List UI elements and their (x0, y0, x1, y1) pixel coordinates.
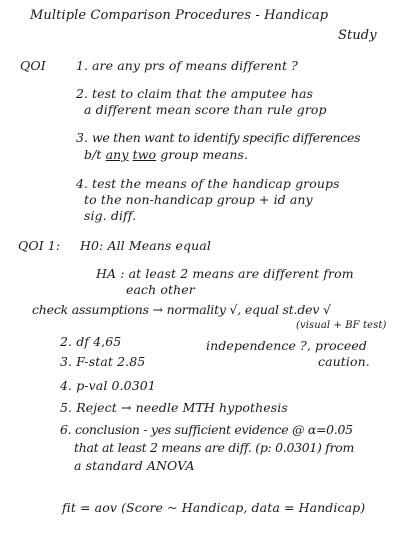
alt-hypothesis-continued: each other (126, 282, 195, 297)
question-4-text: test the means of the handicap groups (92, 176, 340, 191)
step-reject: 5. Reject → needle MTH hypothesis (60, 400, 288, 415)
check-assumptions: check assumptions → normality √, equal st.dev √ (32, 302, 331, 317)
step-fstat: 3. F-stat 2.85 (60, 354, 146, 369)
question-2-continued: a different mean score than rule grop (84, 102, 327, 117)
question-3-continued: b/t any two group means. (84, 147, 249, 162)
step-pval: 4. p-val 0.0301 (60, 378, 156, 393)
step-conclusion: 6. conclusion - yes sufficient evidence @ α=0.05 (60, 422, 353, 437)
independence-note: independence ?, proceed (206, 338, 367, 353)
model-fit: fit = aov (Score ~ Handicap, data = Handicap) (62, 500, 366, 515)
notes-title: Multiple Comparison Procedures - Handicap (30, 8, 329, 23)
question-2-text: test to claim that the amputee has (92, 86, 314, 101)
question-4-continued: to the non-handicap group + id any (84, 192, 313, 207)
alt-hypothesis: HA : at least 2 means are different from (96, 266, 354, 281)
question-2-number: 2. (76, 86, 89, 101)
step-df: 2. df 4,65 (60, 334, 122, 349)
question-3-text: we then want to identify specific differences (92, 130, 361, 145)
question-1-text: are any prs of means different ? (92, 58, 298, 73)
null-hypothesis: H0: All Means equal (80, 238, 211, 253)
qoi1-label: QOI 1: (18, 238, 61, 253)
question-4-number: 4. (76, 176, 89, 191)
question-4-continued-2: sig. diff. (84, 208, 137, 223)
question-1-number: 1. (76, 58, 89, 73)
qoi-label: QOI (20, 58, 46, 73)
question-3-number: 3. (76, 130, 89, 145)
notes-title-continued: Study (338, 28, 377, 43)
step-conclusion-continued: that at least 2 means are diff. (p: 0.0301) from (74, 440, 355, 455)
caution-note: caution. (318, 354, 370, 369)
assumption-note: (visual + BF test) (296, 320, 387, 331)
step-conclusion-continued-2: a standard ANOVA (74, 458, 195, 473)
